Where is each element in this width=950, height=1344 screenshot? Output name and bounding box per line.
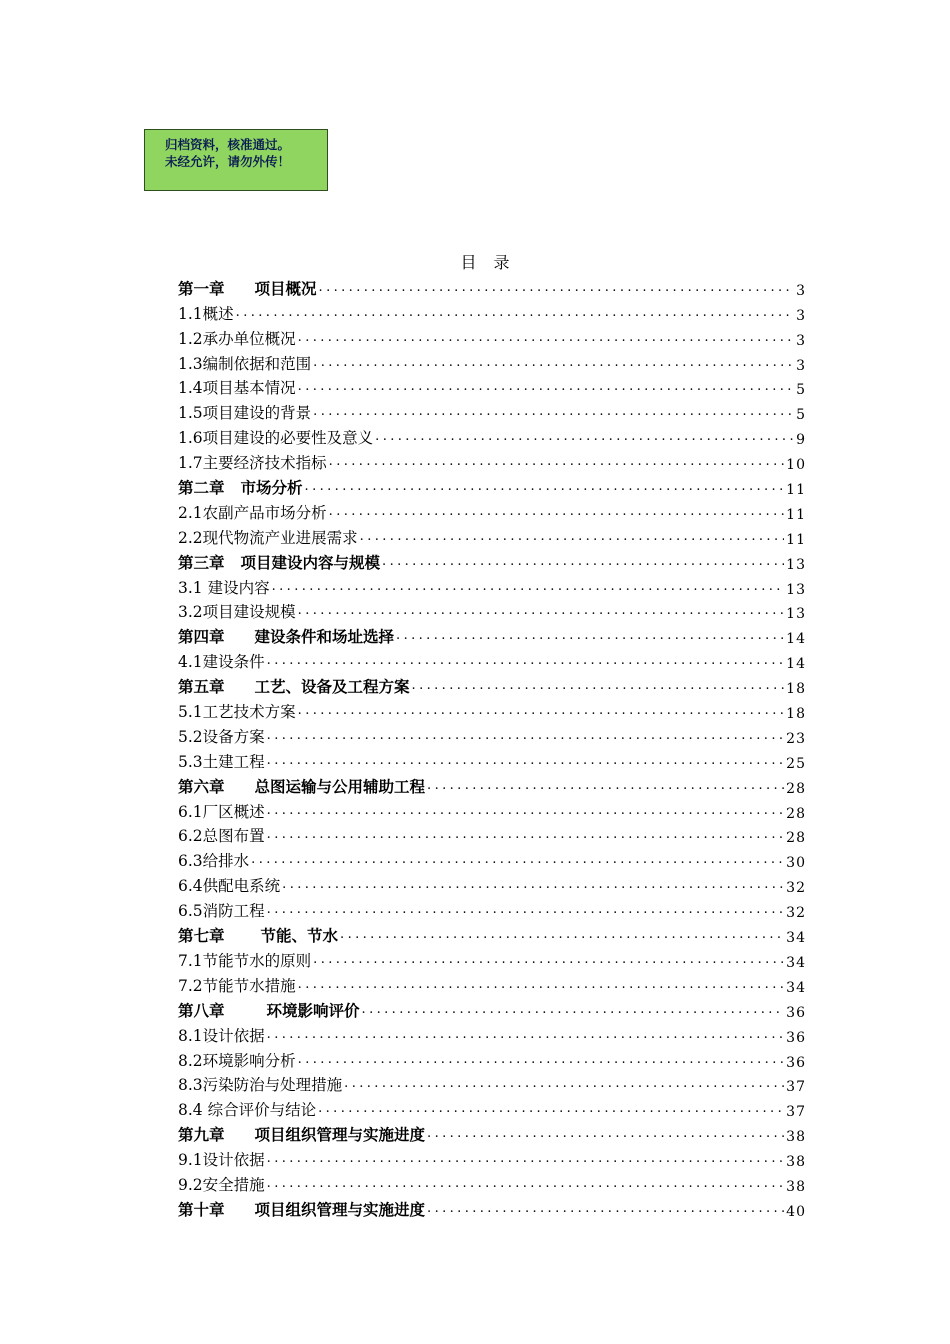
- toc-section-entry[interactable]: [178, 1145, 806, 1170]
- toc-page-number: 13: [786, 556, 806, 573]
- toc-entry-title: 设备方案: [202, 727, 265, 746]
- toc-entry-number: 1.7: [178, 454, 203, 473]
- toc-dot-leader: [360, 1001, 785, 1019]
- toc-section-entry[interactable]: [178, 846, 806, 871]
- toc-section-entry[interactable]: [178, 523, 806, 548]
- toc-entry-number: 8.3: [178, 1076, 203, 1095]
- toc-entry-label: [178, 700, 296, 722]
- toc-entry-label: [178, 1098, 316, 1120]
- toc-entry-title: 项目组织管理与实施进度: [254, 1199, 426, 1219]
- toc-page-number: 28: [786, 805, 806, 822]
- toc-entry-label: [178, 824, 265, 846]
- toc-entry-label: [178, 750, 265, 772]
- toc-entry-number: 6.5: [178, 902, 203, 921]
- toc-entry-label: [178, 576, 270, 598]
- toc-entry-label: [178, 376, 296, 398]
- toc-page-number: 34: [786, 930, 806, 947]
- toc-page-number: 14: [786, 656, 806, 673]
- toc-entry-label: [178, 675, 410, 697]
- toc-section-entry[interactable]: [178, 971, 806, 996]
- toc-entry-number: 1.6: [178, 429, 203, 448]
- toc-chapter-entry[interactable]: [178, 1120, 806, 1145]
- toc-entry-number: 9.2: [178, 1175, 203, 1194]
- toc-entry-title: 总图布置: [202, 827, 265, 846]
- toc-entry-label: [178, 600, 296, 622]
- toc-chapter-entry[interactable]: [178, 921, 806, 946]
- toc-page-number: 5: [796, 407, 806, 424]
- toc-page-number: 40: [786, 1203, 806, 1220]
- toc-entry-number: 第六章: [178, 776, 225, 796]
- toc-section-entry[interactable]: [178, 1046, 806, 1071]
- toc-entry-title: 主要经济技术指标: [202, 454, 327, 473]
- stamp-line-1: 归档资料，核准通过。: [165, 137, 291, 152]
- toc-section-entry[interactable]: [178, 423, 806, 448]
- toc-page-number: 38: [786, 1178, 806, 1195]
- toc-entry-label: [178, 551, 380, 573]
- toc-chapter-entry[interactable]: [178, 548, 806, 573]
- toc-entry-number: 第七章: [178, 926, 225, 946]
- toc-entry-label: [178, 874, 280, 896]
- toc-entry-title: 项目建设的必要性及意义: [202, 429, 374, 448]
- toc-entry-title: 设计依据: [202, 1026, 265, 1045]
- toc-entry-number: 第九章: [178, 1125, 225, 1145]
- toc-entry-number: 6.2: [178, 827, 203, 846]
- toc-entry-title: 节能、节水: [260, 926, 339, 946]
- toc-entry-number: 1.2: [178, 329, 203, 348]
- toc-dot-leader: [265, 1026, 785, 1044]
- toc-section-entry[interactable]: [178, 324, 806, 349]
- toc-page-number: 14: [786, 631, 806, 648]
- toc-section-entry[interactable]: [178, 448, 806, 473]
- toc-entry-number: 3.1: [178, 578, 203, 597]
- toc-section-entry[interactable]: [178, 896, 806, 921]
- toc-page-number: 36: [786, 1029, 806, 1046]
- toc-entry-title: 综合评价与结论: [202, 1101, 317, 1120]
- toc-entry-number: 4.1: [178, 653, 203, 672]
- toc-entry-number: 2.1: [178, 503, 203, 522]
- toc-dot-leader: [327, 453, 785, 471]
- toc-entry-title: 建设条件和场址选择: [254, 627, 395, 647]
- toc-entry-label: [178, 1024, 265, 1046]
- toc-entry-title: 项目组织管理与实施进度: [254, 1125, 426, 1145]
- toc-dot-leader: [265, 752, 785, 770]
- toc-entry-title: 项目建设内容与规模: [240, 552, 381, 572]
- toc-section-entry[interactable]: [178, 498, 806, 523]
- toc-entry-number: 8.2: [178, 1051, 203, 1070]
- toc-entry-number: 第五章: [178, 677, 225, 697]
- toc-entry-title: 工艺、设备及工程方案: [254, 677, 410, 697]
- toc-entry-number: 第三章: [178, 552, 225, 572]
- toc-dot-leader: [265, 1175, 785, 1193]
- toc-entry-title: 现代物流产业进展需求: [202, 528, 358, 547]
- toc-entry-label: [178, 401, 311, 423]
- toc-dot-leader: [338, 926, 784, 944]
- toc-entry-title: 节能节水措施: [202, 976, 296, 995]
- toc-dot-leader: [410, 677, 785, 695]
- toc-dot-leader: [311, 403, 794, 421]
- archive-stamp: [144, 129, 328, 191]
- toc-entry-number: 1.3: [178, 354, 203, 373]
- toc-dot-leader: [249, 851, 784, 869]
- toc-entry-label: [178, 1123, 425, 1145]
- toc-section-entry[interactable]: [178, 398, 806, 423]
- toc-entry-number: 6.4: [178, 877, 203, 896]
- toc-entry-title: 节能节水的原则: [202, 951, 312, 970]
- toc-entry-label: [178, 476, 303, 498]
- toc-section-entry[interactable]: [178, 1071, 806, 1096]
- toc-entry-title: 编制依据和范围: [202, 354, 312, 373]
- toc-dot-leader: [425, 777, 784, 795]
- toc-entry-label: [178, 725, 265, 747]
- toc-page-number: 28: [786, 830, 806, 847]
- toc-entry-label: [178, 775, 425, 797]
- toc-entry-number: 5.3: [178, 752, 203, 771]
- toc-entry-number: 第四章: [178, 627, 225, 647]
- toc-entry-title: 项目概况: [254, 278, 317, 298]
- toc-page-number: 9: [796, 432, 806, 449]
- toc-entry-number: 第八章: [178, 1000, 225, 1020]
- toc-section-entry[interactable]: [178, 1170, 806, 1195]
- toc-entry-number: 9.1: [178, 1151, 203, 1170]
- toc-entry-title: 项目基本情况: [202, 379, 296, 398]
- toc-entry-label: [178, 1049, 296, 1071]
- toc-entry-number: 3.2: [178, 603, 203, 622]
- toc-dot-leader: [234, 304, 794, 322]
- toc-dot-leader: [327, 503, 785, 521]
- toc-chapter-entry[interactable]: [178, 622, 806, 647]
- toc-chapter-entry[interactable]: [178, 274, 806, 299]
- toc-entry-label: [178, 1173, 265, 1195]
- toc-entry-label: [178, 625, 394, 647]
- toc-section-entry[interactable]: [178, 374, 806, 399]
- toc-entry-title: 建设内容: [202, 578, 270, 597]
- toc-chapter-entry[interactable]: [178, 473, 806, 498]
- toc-entry-number: 2.2: [178, 528, 203, 547]
- toc-entry-title: 建设条件: [202, 653, 265, 672]
- toc-dot-leader: [380, 553, 784, 571]
- toc-entry-title: 承办单位概况: [202, 329, 296, 348]
- stamp-line-2: 未经允许，请勿外传！: [165, 154, 291, 169]
- toc-page-number: 37: [786, 1079, 806, 1096]
- toc-section-entry[interactable]: [178, 822, 806, 847]
- toc-dot-leader: [280, 876, 784, 894]
- toc-page-number: 34: [786, 954, 806, 971]
- toc-dot-leader: [394, 627, 784, 645]
- toc-section-entry[interactable]: [178, 349, 806, 374]
- toc-page-number: 3: [796, 332, 806, 349]
- toc-entry-title: 项目建设的背景: [202, 404, 312, 423]
- toc-entry-label: [178, 650, 265, 672]
- toc-dot-leader: [265, 727, 785, 745]
- toc-chapter-entry[interactable]: [178, 772, 806, 797]
- toc-entry-label: [178, 1198, 425, 1220]
- toc-page-number: 38: [786, 1154, 806, 1171]
- toc-entry-label: [178, 327, 296, 349]
- toc-entry-number: 第二章: [178, 478, 225, 498]
- toc-dot-leader: [425, 1125, 784, 1143]
- table-of-contents: [178, 274, 806, 1220]
- toc-dot-leader: [265, 652, 785, 670]
- toc-dot-leader: [425, 1200, 784, 1218]
- toc-page-number: 32: [786, 905, 806, 922]
- toc-page-number: 18: [786, 681, 806, 698]
- toc-page-number: 10: [786, 457, 806, 474]
- toc-section-entry[interactable]: [178, 598, 806, 623]
- toc-entry-title: 设计依据: [202, 1151, 265, 1170]
- toc-dot-leader: [265, 826, 785, 844]
- toc-chapter-entry[interactable]: [178, 996, 806, 1021]
- toc-dot-leader: [270, 578, 785, 596]
- toc-section-entry[interactable]: [178, 573, 806, 598]
- toc-entry-label: [178, 949, 311, 971]
- toc-entry-label: [178, 526, 358, 548]
- toc-entry-label: [178, 451, 327, 473]
- toc-entry-number: 5.2: [178, 727, 203, 746]
- toc-page-number: 32: [786, 880, 806, 897]
- toc-chapter-entry[interactable]: [178, 672, 806, 697]
- toc-entry-number: 8.4: [178, 1101, 203, 1120]
- toc-entry-title: 给排水: [202, 852, 250, 871]
- toc-entry-label: [178, 849, 249, 871]
- toc-dot-leader: [296, 702, 785, 720]
- toc-entry-number: 6.1: [178, 802, 203, 821]
- toc-entry-title: 环境影响评价: [266, 1000, 360, 1020]
- toc-page-number: 18: [786, 706, 806, 723]
- toc-page-number: 28: [786, 780, 806, 797]
- toc-dot-leader: [373, 428, 794, 446]
- toc-entry-number: 8.1: [178, 1026, 203, 1045]
- toc-entry-label: [178, 277, 317, 299]
- toc-entry-label: [178, 1148, 265, 1170]
- toc-entry-title: 污染防治与处理措施: [202, 1076, 343, 1095]
- toc-entry-title: 厂区概述: [202, 802, 265, 821]
- toc-entry-title: 环境影响分析: [202, 1051, 296, 1070]
- toc-entry-title: 农副产品市场分析: [202, 503, 327, 522]
- toc-section-entry[interactable]: [178, 797, 806, 822]
- toc-dot-leader: [265, 1150, 785, 1168]
- toc-entry-title: 总图运输与公用辅助工程: [254, 776, 426, 796]
- toc-entry-number: 第十章: [178, 1199, 225, 1219]
- toc-section-entry[interactable]: [178, 697, 806, 722]
- toc-dot-leader: [311, 951, 784, 969]
- toc-dot-leader: [358, 528, 785, 546]
- toc-entry-title: 供配电系统: [202, 877, 281, 896]
- toc-entry-number: 5.1: [178, 703, 203, 722]
- toc-entry-number: 7.1: [178, 951, 203, 970]
- toc-entry-number: 6.3: [178, 852, 203, 871]
- toc-chapter-entry[interactable]: [178, 1195, 806, 1220]
- toc-section-entry[interactable]: [178, 1021, 806, 1046]
- toc-section-entry[interactable]: [178, 299, 806, 324]
- toc-dot-leader: [316, 1100, 784, 1118]
- toc-entry-title: 概述: [202, 304, 234, 323]
- toc-dot-leader: [303, 478, 785, 496]
- toc-page-number: 5: [796, 382, 806, 399]
- toc-entry-title: 安全措施: [202, 1175, 265, 1194]
- toc-entry-label: [178, 501, 327, 523]
- toc-page-number: 30: [786, 855, 806, 872]
- toc-entry-title: 工艺技术方案: [202, 703, 296, 722]
- toc-section-entry[interactable]: [178, 1095, 806, 1120]
- toc-page-number: 13: [786, 581, 806, 598]
- toc-entry-number: 1.4: [178, 379, 203, 398]
- toc-section-entry[interactable]: [178, 871, 806, 896]
- toc-entry-number: 1.1: [178, 304, 203, 323]
- toc-entry-number: 1.5: [178, 404, 203, 423]
- toc-dot-leader: [342, 1075, 784, 1093]
- toc-entry-label: [178, 974, 296, 996]
- toc-dot-leader: [317, 279, 795, 297]
- toc-page-number: 13: [786, 606, 806, 623]
- toc-page-number: 11: [786, 482, 806, 499]
- toc-page-number: 36: [786, 1004, 806, 1021]
- toc-dot-leader: [265, 802, 785, 820]
- toc-dot-leader: [296, 378, 794, 396]
- toc-entry-number: 第一章: [178, 278, 225, 298]
- toc-entry-label: [178, 899, 265, 921]
- toc-section-entry[interactable]: [178, 647, 806, 672]
- toc-entry-title: 项目建设规模: [202, 603, 296, 622]
- toc-page-number: 25: [786, 755, 806, 772]
- toc-page-number: 23: [786, 730, 806, 747]
- toc-page-number: 36: [786, 1054, 806, 1071]
- toc-page-number: 37: [786, 1104, 806, 1121]
- toc-entry-title: 土建工程: [202, 752, 265, 771]
- toc-entry-number: 7.2: [178, 976, 203, 995]
- toc-entry-label: [178, 352, 311, 374]
- toc-page-number: 38: [786, 1129, 806, 1146]
- toc-section-entry[interactable]: [178, 722, 806, 747]
- toc-dot-leader: [311, 354, 794, 372]
- toc-dot-leader: [265, 901, 785, 919]
- toc-entry-label: [178, 924, 338, 946]
- toc-dot-leader: [296, 602, 785, 620]
- toc-page-number: 3: [796, 357, 806, 374]
- toc-section-entry[interactable]: [178, 946, 806, 971]
- toc-entry-title: 市场分析: [240, 478, 303, 498]
- toc-page-number: 11: [786, 506, 806, 523]
- toc-entry-label: [178, 999, 360, 1021]
- toc-dot-leader: [296, 976, 785, 994]
- toc-entry-label: [178, 426, 373, 448]
- toc-section-entry[interactable]: [178, 747, 806, 772]
- toc-page-number: 11: [786, 531, 806, 548]
- toc-entry-label: [178, 302, 234, 324]
- toc-title: 目 录: [460, 253, 516, 272]
- toc-page-number: 34: [786, 979, 806, 996]
- toc-entry-label: [178, 1073, 342, 1095]
- toc-page-number: 3: [796, 307, 806, 324]
- toc-entry-title: 消防工程: [202, 902, 265, 921]
- toc-dot-leader: [296, 1051, 785, 1069]
- toc-entry-label: [178, 800, 265, 822]
- toc-page-number: 3: [796, 282, 806, 299]
- toc-dot-leader: [296, 329, 794, 347]
